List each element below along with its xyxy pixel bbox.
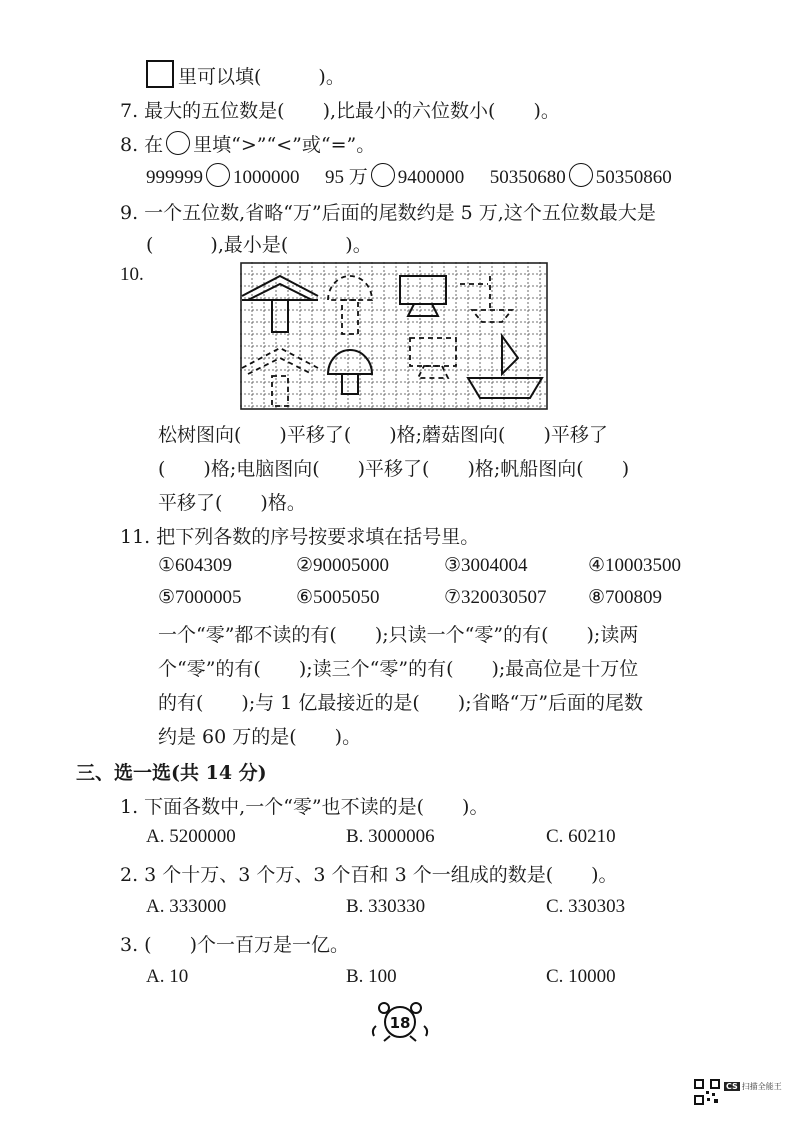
q6-line [146,60,345,89]
q11-line1: 一个“零”都不读的有( );只读一个“零”的有( );读两 [158,624,639,646]
answer-square-icon [146,60,174,88]
q11-item: ⑧700809 [588,587,663,608]
alarm-clock-icon [370,1000,430,1042]
q11-item: ⑤7000005 [158,587,242,608]
pine-tree-icon [242,276,318,332]
q8-c1-left: 999999 [146,167,203,188]
s3-q2-stem: 2. 3 个十万、3 个万、3 个百和 3 个一组成的数是( )。 [120,864,618,886]
s3-q3-stem: 3. ( )个一百万是一亿。 [120,934,349,956]
mushroom-shifted-icon [328,276,372,334]
q10-number: 10. [120,264,144,285]
q8-compare-row [146,162,672,189]
compare-circle-icon[interactable] [569,163,593,187]
q11-item: ②90005000 [296,555,390,576]
compare-circle-icon [166,131,190,155]
q10-line3: 平移了( )格。 [158,492,306,514]
q8-c1-right: 1000000 [233,167,300,188]
translation-grid [240,262,548,410]
q8-c2-right: 9400000 [397,167,465,188]
q8-c3-left: 50350680 [489,167,566,188]
scanner-stamp [724,1081,782,1092]
s3-q1-option-a[interactable]: A. 5200000 [146,826,236,847]
compare-circle-icon[interactable] [206,163,230,187]
s3-q1-option-b[interactable]: B. 3000006 [346,826,435,847]
q11-item: ⑥5005050 [296,587,380,608]
scanner-text: 扫描全能王 [741,1082,782,1091]
q8-title: 8. 在 里填“>”“<”或“=”。 [120,130,375,157]
computer-icon [400,276,446,316]
s3-q1-option-c[interactable]: C. 60210 [546,826,616,847]
q10-line1: 松树图向( )平移了( )格;蘑菇图向( )平移了 [158,424,608,446]
qr-code-icon [694,1079,720,1105]
scanner-badge: CS [726,1082,738,1091]
s3-q1-stem: 1. 下面各数中,一个“零”也不读的是( )。 [120,796,489,818]
q11-line3: 的有( );与 1 亿最接近的是( );省略“万”后面的尾数 [158,692,644,714]
mushroom-icon [328,350,372,394]
q7-text: 7. 最大的五位数是( ),比最小的六位数小( )。 [120,100,560,122]
q11-item: ⑦320030507 [444,587,547,608]
s3-q3-option-b[interactable]: B. 100 [346,966,397,987]
q11-line2: 个“零”的有( );读三个“零”的有( );最高位是十万位 [158,658,639,680]
page-number: 18 [389,1014,411,1032]
sailboat-icon [468,336,542,398]
translation-grid-figure [240,262,548,410]
q11-line4: 约是 60 万的是( )。 [158,726,362,748]
q6-text: 里可以填( )。 [178,66,345,88]
q9-line1: 9. 一个五位数,省略“万”后面的尾数约是 5 万,这个五位数最大是 [120,202,656,224]
q8-c3-right: 50350860 [595,167,672,188]
s3-q2-option-a[interactable]: A. 333000 [146,896,227,917]
s3-q2-option-c[interactable]: C. 330303 [546,896,626,917]
s3-q3-option-c[interactable]: C. 10000 [546,966,616,987]
compare-circle-icon[interactable] [371,163,395,187]
section3-title: 三、选一选(共 14 分) [76,762,267,784]
pine-tree-shifted-icon [242,348,318,406]
q11-title: 11. 把下列各数的序号按要求填在括号里。 [120,526,480,548]
q8-c2-left: 95 万 [325,167,368,188]
q10-line2: ( )格;电脑图向( )平移了( )格;帆船图向( ) [158,458,630,480]
s3-q2-option-b[interactable]: B. 330330 [346,896,426,917]
q11-item: ④10003500 [588,555,682,576]
s3-q3-option-a[interactable]: A. 10 [146,966,189,987]
q11-item: ③3004004 [444,555,528,576]
q9-line2: ( ),最小是( )。 [146,234,372,256]
page-number-badge [370,1000,430,1042]
q11-item: ①604309 [158,555,233,576]
